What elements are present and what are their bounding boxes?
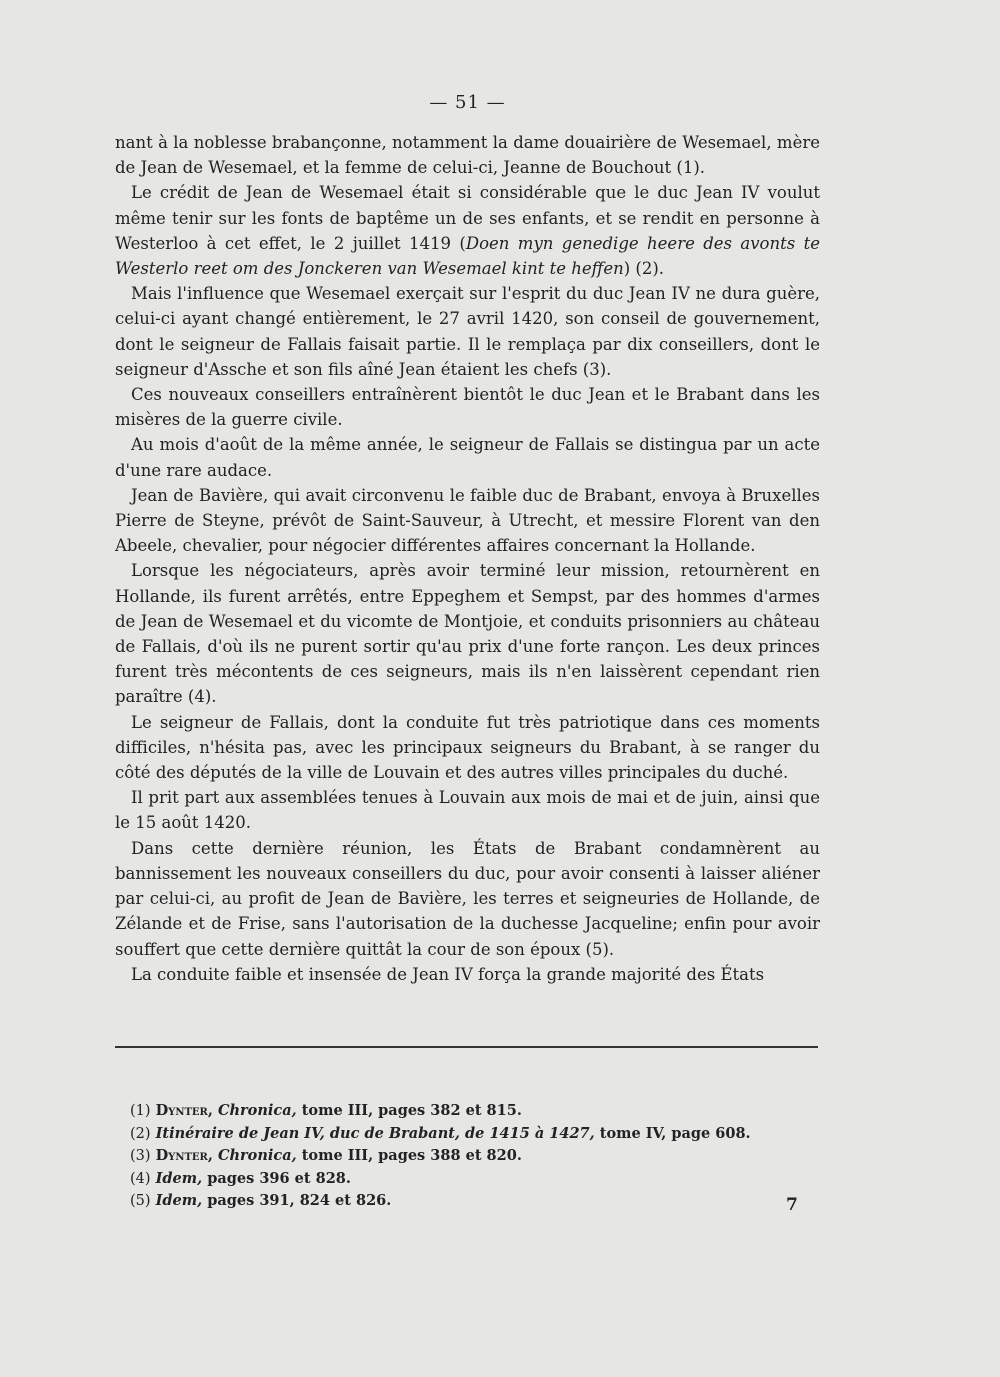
- footnote-reference: tome III, pages 382 et 815.: [301, 1102, 522, 1119]
- footnote-work: Idem,: [155, 1169, 203, 1187]
- paragraph: Ces nouveaux conseillers entraînèrent bientôt le duc Jean et le Brabant dans les misères de la guerre civile.: [115, 385, 820, 430]
- paragraph: Il prit part aux assemblées tenues à Louvain aux mois de mai et de juin, ainsi que le 15 août 1420.: [115, 788, 820, 833]
- paragraph: Jean de Bavière, qui avait circonvenu le faible duc de Brabant, envoya à Bruxelles Pierre de Steyne, prévôt de Saint-Sauveur, à Utrecht, et messire Florent van den Abeele, chevalier, pour négocier différentes affaires concernant la Hollande.: [115, 485, 820, 556]
- footnote-divider: [115, 1046, 818, 1048]
- signature-mark: 7: [786, 1195, 798, 1215]
- paragraph: nant à la noblesse brabançonne, notamment la dame douairière de Wesemael, mère de Jean de Wesemael, et la femme de celui-ci, Jeanne de Bouchout (1).: [115, 133, 820, 178]
- footnote: [130, 1145, 770, 1168]
- footnote-author: Dynter,: [155, 1147, 213, 1164]
- footnote-reference: tome IV, page 608.: [599, 1124, 751, 1142]
- paragraph: Au mois d'août de la même année, le seigneur de Fallais se distingua par un acte d'une rare audace.: [115, 435, 820, 480]
- paragraph: Dans cette dernière réunion, les États de Brabant condamnèrent au bannissement les nouveaux conseillers du duc, pour avoir consenti à laisser aliéner par celui-ci, au profit de Jean de Bavière, les terres et seigneuries de Hollande, de Zélande et de Frise, sans l'autorisation de la duchesse Jacqueline; enfin pour avoir souffert que cette dernière quittât la cour de son époux (5).: [115, 838, 820, 959]
- page-number: — 51 —: [429, 92, 506, 113]
- paragraph: Le seigneur de Fallais, dont la conduite fut très patriotique dans ces moments difficiles, n'hésita pas, avec les principaux seigneurs du Brabant, à se ranger du côté des députés de la ville de Louvain et des autres villes principales du duché.: [115, 712, 820, 783]
- paragraph-part: Le crédit de Jean de Wesemael était si considérable que le duc Jean IV voulut même tenir sur les fonts de baptême un de ses enfants, et se rendit en personne à Westerloo à cet effet, le 2 juillet 1419 (: [115, 183, 820, 253]
- footnote-number: (3): [130, 1148, 151, 1164]
- body-text: [115, 130, 820, 987]
- paragraph: Mais l'influence que Wesemael exerçait sur l'esprit du duc Jean IV ne dura guère, celui-ci ayant changé entièrement, le 27 avril 1420, son conseil de gouvernement, dont le seigneur de Fallais faisait partie. Il le remplaça par dix conseillers, dont le seigneur d'Assche et son fils aîné Jean étaient les chefs (3).: [115, 284, 820, 379]
- paragraph: Lorsque les négociateurs, après avoir terminé leur mission, retournèrent en Hollande, ils furent arrêtés, entre Eppeghem et Sempst, par des hommes d'armes de Jean de Wesemael et du vicomte de Montjoie, et conduits prisonniers au château de Fallais, d'où ils ne purent sortir qu'au prix d'une forte rançon. Les deux princes furent très mécontents de ces seigneurs, mais ils n'en laissèrent cependant rien paraître (4).: [115, 561, 820, 707]
- footnote-number: (5): [130, 1193, 151, 1209]
- footnote: [130, 1100, 770, 1123]
- footnotes: [130, 1100, 770, 1213]
- footnote-number: (2): [130, 1125, 151, 1142]
- footnote-work: Chronica,: [217, 1147, 297, 1164]
- footnote-work: Itinéraire de Jean IV, duc de Brabant, de 1415 à 1427,: [155, 1124, 595, 1142]
- footnote-reference: pages 396 et 828.: [207, 1169, 351, 1187]
- footnote-number: (4): [130, 1170, 151, 1187]
- footnote-work: Chronica,: [217, 1102, 297, 1119]
- footnote: [130, 1190, 770, 1213]
- paragraph-part: ) (2).: [623, 259, 665, 279]
- footnote-number: (1): [130, 1103, 151, 1119]
- footnote-work: Idem,: [155, 1192, 203, 1209]
- paragraph-with-quote: [115, 180, 820, 281]
- paragraph: La conduite faible et insensée de Jean IV força la grande majorité des États: [131, 964, 765, 984]
- footnote-author: Dynter,: [155, 1102, 213, 1119]
- footnote-reference: pages 391, 824 et 826.: [207, 1192, 392, 1209]
- footnote-reference: tome III, pages 388 et 820.: [301, 1147, 522, 1164]
- footnote: [130, 1168, 770, 1191]
- italic-quote: Doen myn genedige heere des avonts te Westerlo reet om des Jonckeren van Wesemael kint te heffen: [115, 233, 820, 279]
- footnote: [130, 1123, 770, 1146]
